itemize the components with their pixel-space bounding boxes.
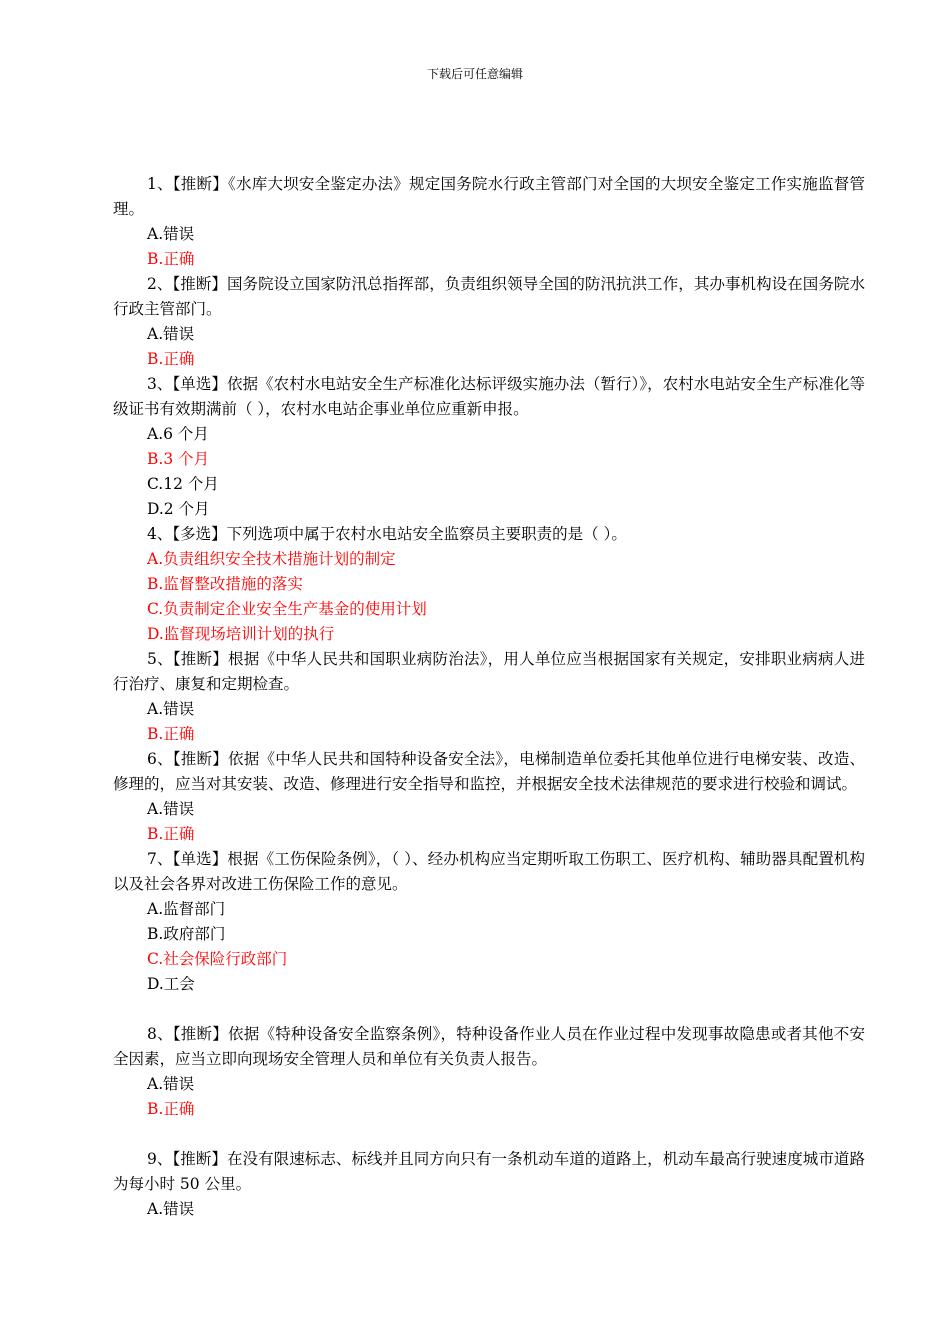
question-3 xyxy=(113,372,865,422)
question-5 xyxy=(113,647,865,697)
question-2-option-a: A.错误 xyxy=(147,325,195,343)
question-2 xyxy=(113,272,865,322)
question-text: 在没有限速标志、标线并且同方向只有一条机动车道的道路上，机动车最高行驶速度城市道路为每小时 50 公里。 xyxy=(113,1150,865,1193)
question-3-option-b: B.3 个月 xyxy=(147,450,210,468)
question-8 xyxy=(113,1022,865,1072)
question-4-option-b: B.监督整改措施的落实 xyxy=(147,575,303,593)
page-header: 下载后可任意编辑 xyxy=(426,67,523,81)
question-2-option-b: B.正确 xyxy=(147,350,195,368)
question-8-option-b: B.正确 xyxy=(147,1100,195,1118)
question-number: 5、 xyxy=(147,650,173,668)
document-body xyxy=(113,172,865,1222)
blank-line xyxy=(113,997,865,1022)
question-5-option-b: B.正确 xyxy=(147,725,195,743)
question-type: 【单选】 xyxy=(172,375,227,393)
question-7-option-c: C.社会保险行政部门 xyxy=(147,950,288,968)
question-type: 【单选】 xyxy=(172,850,228,868)
question-3-option-c: C.12 个月 xyxy=(147,475,219,493)
question-9 xyxy=(113,1147,865,1197)
question-4 xyxy=(113,522,865,547)
question-7 xyxy=(113,847,865,897)
question-8-option-a: A.错误 xyxy=(147,1075,195,1093)
question-4-option-a: A.负责组织安全技术措施计划的制定 xyxy=(147,550,396,568)
question-text: 下列选项中属于农村水电站安全监察员主要职责的是（ ）。 xyxy=(226,525,627,543)
question-type: 【推断】 xyxy=(172,1025,228,1043)
question-3-option-a: A.6 个月 xyxy=(147,425,209,443)
question-number: 6、 xyxy=(147,750,173,768)
question-6-option-a: A.错误 xyxy=(147,800,195,818)
question-text: 依据《特种设备安全监察条例》，特种设备作业人员在作业过程中发现事故隐患或者其他不安全因素，应当立即向现场安全管理人员和单位有关负责人报告。 xyxy=(113,1025,865,1068)
question-number: 3、 xyxy=(147,375,173,393)
question-1 xyxy=(113,172,865,222)
question-7-option-d: D.工会 xyxy=(147,975,195,993)
question-text: 《水库大坝安全鉴定办法》规定国务院水行政主管部门对全国的大坝安全鉴定工作实施监督管理。 xyxy=(113,175,865,218)
question-1-option-a: A.错误 xyxy=(147,225,195,243)
question-4-option-d: D.监督现场培训计划的执行 xyxy=(147,625,335,643)
question-5-option-a: A.错误 xyxy=(147,700,195,718)
question-text: 依据《农村水电站安全生产标准化达标评级实施办法（暂行）》，农村水电站安全生产标准化等级证书有效期满前（ ），农村水电站企事业单位应重新申报。 xyxy=(113,375,865,418)
question-9-option-a: A.错误 xyxy=(147,1200,195,1218)
question-number: 1、 xyxy=(147,175,173,193)
blank-line xyxy=(113,1122,865,1147)
question-number: 4、 xyxy=(147,525,173,543)
question-3-option-d: D.2 个月 xyxy=(147,500,210,518)
question-text: 依据《中华人民共和国特种设备安全法》，电梯制造单位委托其他单位进行电梯安装、改造、修理的，应当对其安装、改造、修理进行安全指导和监控，并根据安全技术法律规范的要求进行校验和调试。 xyxy=(113,750,865,793)
question-type: 【推断】 xyxy=(172,1150,227,1168)
question-6-option-b: B.正确 xyxy=(147,825,195,843)
question-1-option-b: B.正确 xyxy=(147,250,195,268)
question-7-option-b: B.政府部门 xyxy=(147,925,226,943)
question-type: 【推断】 xyxy=(172,750,228,768)
question-type: 【推断】 xyxy=(172,275,227,293)
question-4-option-c: C.负责制定企业安全生产基金的使用计划 xyxy=(147,600,427,618)
question-text: 国务院设立国家防汛总指挥部，负责组织领导全国的防汛抗洪工作，其办事机构设在国务院水行政主管部门。 xyxy=(113,275,865,318)
question-text: 根据《工伤保险条例》，（ ）、经办机构应当定期听取工伤职工、医疗机构、辅助器具配置机构以及社会各界对改进工伤保险工作的意见。 xyxy=(113,850,865,893)
question-number: 2、 xyxy=(147,275,173,293)
question-type: 【推断】 xyxy=(172,175,228,193)
question-type: 【推断】 xyxy=(172,650,228,668)
question-6 xyxy=(113,747,865,797)
question-number: 7、 xyxy=(147,850,173,868)
question-7-option-a: A.监督部门 xyxy=(147,900,226,918)
question-number: 9、 xyxy=(147,1150,173,1168)
question-type: 【多选】 xyxy=(172,525,227,543)
question-text: 根据《中华人民共和国职业病防治法》，用人单位应当根据国家有关规定，安排职业病病人进行治疗、康复和定期检查。 xyxy=(113,650,865,693)
question-number: 8、 xyxy=(147,1025,173,1043)
